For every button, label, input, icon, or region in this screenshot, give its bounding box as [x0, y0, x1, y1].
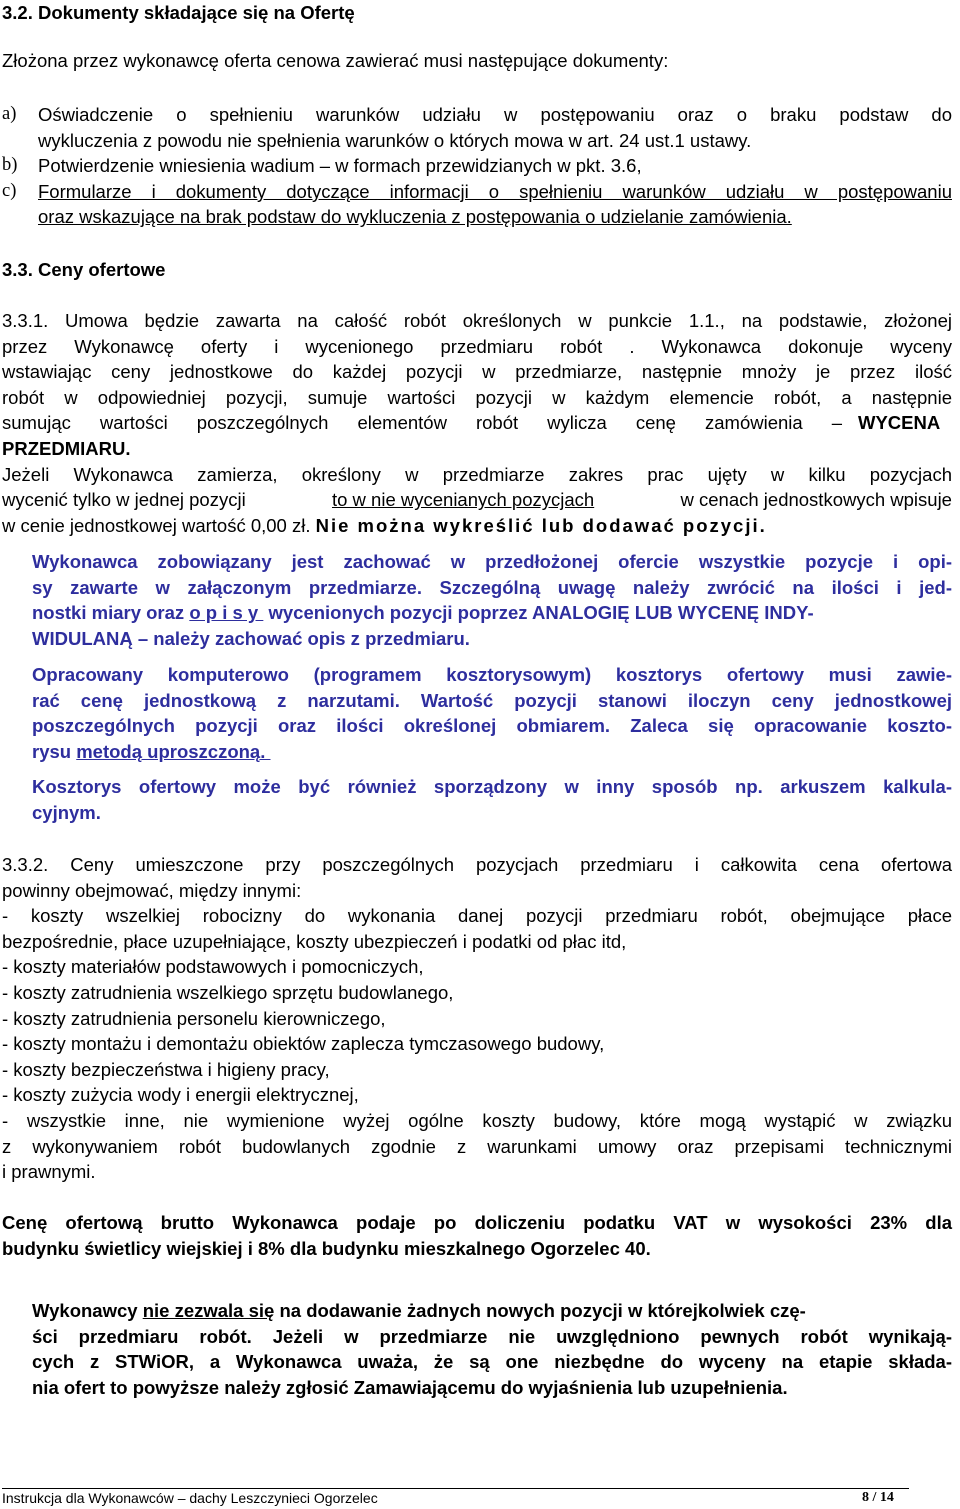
jezeli-line2-underlined: to w nie wycenianych pozycjach	[331, 489, 595, 511]
p331-line3: wstawiając ceny jednostkowe do każdej pozycji w przedmiarze, następnie mnoży je przez ilość	[2, 361, 952, 383]
final-line3: cych z STWiOR, a Wykonawca uważa, że są one niezbędne do wyceny na etapie składa-	[32, 1351, 952, 1373]
blue1-line4: WIDULANĄ – należy zachować opis z przedmiaru.	[32, 627, 470, 649]
blue1-line1: Wykonawca zobowiązany jest zachować w przedłożonej ofercie wszystkie pozycje i opi-	[32, 551, 952, 572]
jezeli-line2	[2, 487, 952, 513]
blue2-line4	[32, 739, 271, 765]
jezeli-line3-bold: Nie można wykreślić lub dodawać pozycji.	[315, 514, 767, 536]
vat-line1: Cenę ofertową brutto Wykonawca podaje po doliczeniu podatku VAT w wysokości 23% dla	[2, 1212, 952, 1233]
p332-line9: - koszty bezpieczeństwa i higieny pracy,	[2, 1058, 330, 1080]
p332-line3: - koszty wszelkiej robocizny do wykonania danej pozycji przedmiaru robót, obejmujące płace	[2, 905, 952, 927]
list-marker-a: a)	[2, 104, 17, 124]
blue2-line3: poszczególnych pozycji oraz ilości określonej obmiarem. Zaleca się opracowanie koszto-	[32, 715, 952, 737]
p332-line11: - wszystkie inne, nie wymienione wyżej ogólne koszty budowy, które mogą wystąpić w związku	[2, 1110, 952, 1131]
vat-line2: budynku świetlicy wiejskiej i 8% dla budynku mieszkalnego Ogorzelec 40.	[2, 1237, 651, 1259]
list-item-b: Potwierdzenie wniesienia wadium – w formach przewidzianych w pkt. 3.6,	[38, 155, 642, 177]
blue2-line2: rać cenę jednostkową z narzutami. Wartość pozycji stanowi iloczyn ceny jednostkowej	[32, 689, 952, 711]
p332-line6: - koszty zatrudnienia wszelkiego sprzętu budowlanego,	[2, 982, 454, 1003]
p332-line5: - koszty materiałów podstawowych i pomocniczych,	[2, 956, 424, 978]
final-line4: nia ofert to powyższe należy zgłosić Zamawiającemu do wyjaśnienia lub uzupełnienia.	[32, 1376, 788, 1398]
p332-line1: 3.3.2. Ceny umieszczone przy poszczególnych pozycjach przedmiaru i całkowita cena ofertowa	[2, 854, 952, 875]
p332-line8: - koszty montażu i demontażu obiektów zaplecza tymczasowego budowy,	[2, 1033, 605, 1055]
final-line1-underlined: nie zezwala się	[142, 1300, 275, 1321]
intro-text: Złożona przez wykonawcę oferta cenowa zawierać musi następujące dokumenty:	[2, 50, 669, 71]
final-line1-a: Wykonawcy	[32, 1300, 143, 1321]
jezeli-line3-a: w cenie jednostkowej wartość 0,00 zł.	[2, 514, 316, 536]
section-title: 3.2. Dokumenty składające się na Ofertę	[2, 2, 355, 23]
jezeli-line2-a: wycenić tylko w jednej pozycji	[2, 489, 251, 511]
p332-line13: i prawnymi.	[2, 1161, 96, 1183]
p332-line7: - koszty zatrudnienia personelu kierowniczego,	[2, 1007, 386, 1029]
jezeli-line3	[2, 513, 767, 539]
p331-wycena: WYCENA	[858, 412, 941, 434]
list-item-a-line1: Oświadczenie o spełnieniu warunków udziału w postępowaniu oraz o braku podstaw do	[38, 104, 952, 125]
footer-divider	[2, 1488, 909, 1489]
list-item-c-line2: oraz wskazujące na brak podstaw do wykluczenia z postępowania o udzielanie zamówienia.	[38, 206, 792, 228]
jezeli-line1: Jeżeli Wykonawca zamierza, określony w przedmiarze zakres prac ujęty w kilku pozycjach	[2, 463, 952, 485]
p331-line5: sumując wartości poszczególnych elementów robót wylicza cenę zamówienia –	[2, 412, 842, 434]
footer-title: Instrukcja dla Wykonawców – dachy Leszczynieci Ogorzelec	[2, 1490, 378, 1506]
final-line2: ści przedmiaru robót. Jeżeli w przedmiarze nie uwzględniono pewnych robót wynikają-	[32, 1325, 952, 1347]
list-item-a-line2: wykluczenia z powodu nie spełnienia warunków o których mowa w art. 24 ust.1 ustawy.	[38, 129, 752, 151]
blue1-line3-a: nostki miary oraz	[32, 602, 190, 624]
blue1-line3	[32, 600, 952, 626]
p331-line1: 3.3.1. Umowa będzie zawarta na całość robót określonych w punkcie 1.1., na podstawie, złożonej	[2, 310, 952, 331]
subsection-title: 3.3. Ceny ofertowe	[2, 259, 166, 280]
list-item-c-line1: Formularze i dokumenty dotyczące informacji o spełnieniu warunków udziału w postępowaniu	[38, 180, 952, 202]
p331-przedmiaru: PRZEDMIARU.	[2, 438, 131, 459]
blue1-line2: sy zawarte w załączonym przedmiarze. Szczególną uwagę należy zwrócić na ilości i jed-	[32, 576, 952, 598]
blue2-line4-metoda: metodą uproszczoną.	[76, 740, 271, 762]
final-line1	[32, 1298, 952, 1324]
page-number: 8 / 14	[862, 1490, 894, 1505]
p332-line2: powinny obejmować, między innymi:	[2, 879, 302, 901]
blue1-line3-opisy: o p i s y	[189, 602, 264, 624]
blue3-line2: cyjnym.	[32, 801, 101, 823]
p331-line4: robót w odpowiedniej pozycji, sumuje wartości pozycji w każdym elemencie robót, a następnie	[2, 386, 952, 408]
blue2-line4-a: rysu	[32, 740, 77, 762]
p331-line2: przez Wykonawcę oferty i wycenionego przedmiaru robót . Wykonawca dokonuje wyceny	[2, 335, 952, 357]
list-marker-c: c)	[2, 180, 17, 201]
blue1-line3-c: wycenionych pozycji poprzez ANALOGIĘ LUB WYCENĘ INDY-	[263, 602, 814, 624]
blue3-line1: Kosztorys ofertowy może być również sporządzony w inny sposób np. arkuszem kalkula-	[32, 776, 952, 797]
p332-line12: z wykonywaniem robót budowlanych zgodnie z warunkami umowy oraz przepisami technicznymi	[2, 1135, 952, 1157]
p332-line10: - koszty zużycia wody i energii elektrycznej,	[2, 1084, 359, 1106]
list-marker-b: b)	[2, 155, 18, 176]
jezeli-line2-c: w cenach jednostkowych wpisuje	[675, 489, 952, 511]
p332-line4: bezpośrednie, płace uzupełniające, koszty ubezpieczeń i podatki od płac itd,	[2, 930, 627, 952]
blue2-line1: Opracowany komputerowo (programem kosztorysowym) kosztorys ofertowy musi zawie-	[32, 664, 952, 685]
final-line1-c: na dodawanie żadnych nowych pozycji w którejkolwiek czę-	[274, 1300, 806, 1321]
